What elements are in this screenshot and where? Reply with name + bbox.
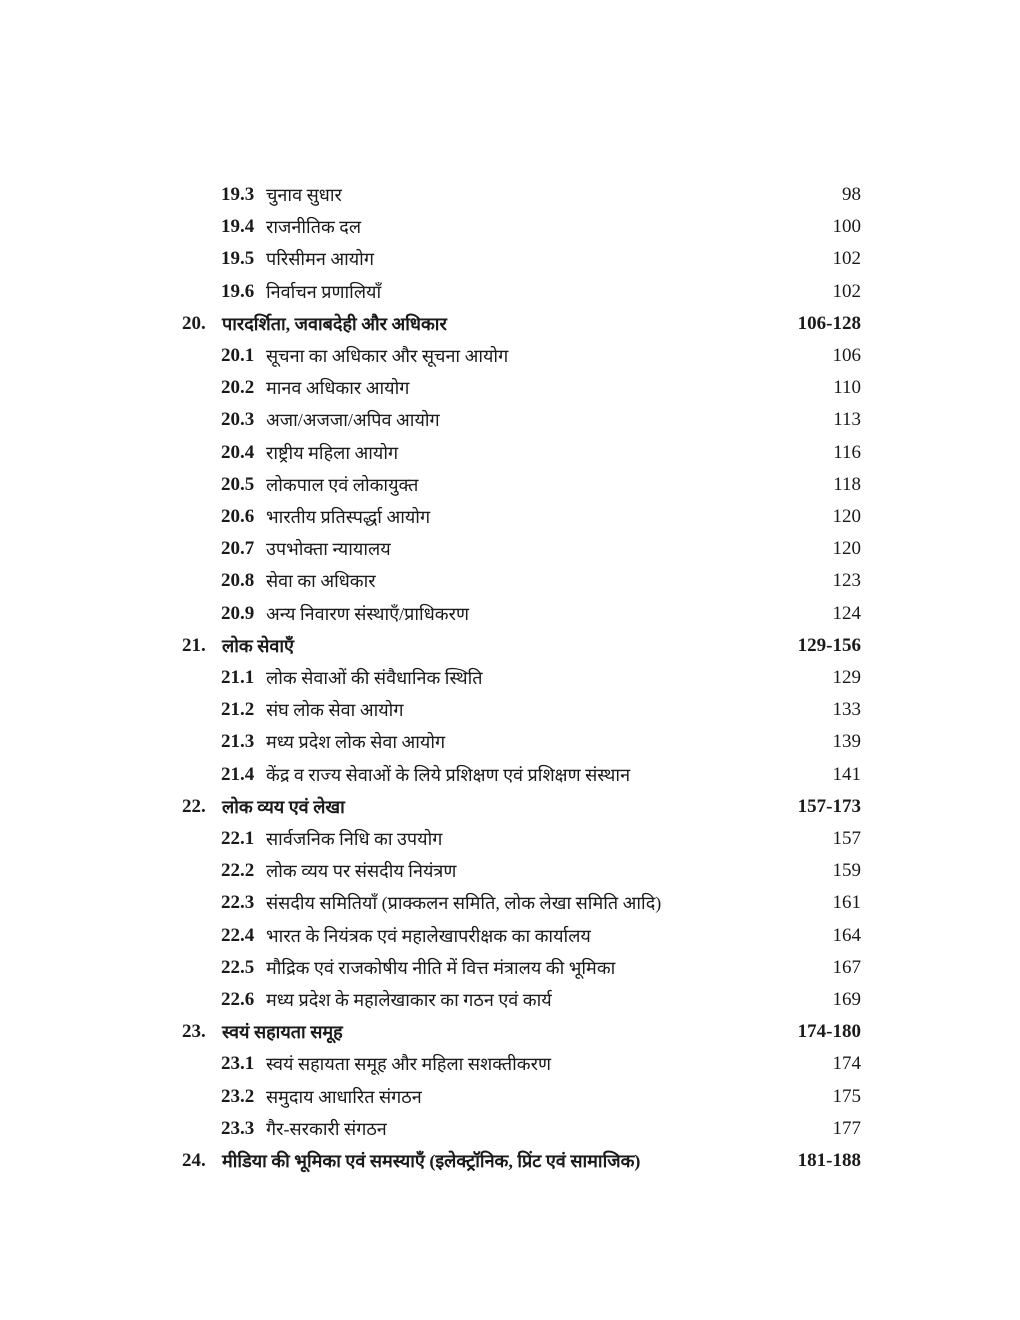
toc-title: संघ लोक सेवा आयोग <box>266 700 404 720</box>
toc-page: 141 <box>832 764 861 785</box>
toc-title: लोक व्यय पर संसदीय नियंत्रण <box>266 861 457 881</box>
toc-section-row <box>0 1049 1020 1079</box>
toc-num: 21.2 <box>221 699 255 720</box>
toc-num: 23. <box>182 1021 206 1042</box>
toc-title: अन्य निवारण संस्थाएँ/प्राधिकरण <box>266 604 469 624</box>
toc-num: 24. <box>182 1150 206 1171</box>
toc-num: 19.6 <box>221 281 255 302</box>
toc-page: 139 <box>832 731 861 752</box>
toc-page: 100 <box>832 216 861 237</box>
toc-title: लोक व्यय एवं लेखा <box>222 797 345 817</box>
toc-title: राष्ट्रीय महिला आयोग <box>266 443 399 463</box>
toc-num: 21. <box>182 635 206 656</box>
toc-section-row <box>0 244 1020 274</box>
toc-chapter-row <box>0 1146 1020 1176</box>
toc-title: मानव अधिकार आयोग <box>266 378 410 398</box>
toc-num: 20. <box>182 313 206 334</box>
toc-section-row <box>0 727 1020 757</box>
toc-title: लोक सेवाओं की संवैधानिक स्थिति <box>266 668 483 688</box>
toc-title: चुनाव सुधार <box>266 185 342 205</box>
toc-section-row <box>0 180 1020 210</box>
toc-num: 23.2 <box>221 1086 255 1107</box>
toc-num: 20.2 <box>221 377 255 398</box>
toc-page: 124 <box>832 603 861 624</box>
toc-num: 19.4 <box>221 216 255 237</box>
toc-num: 20.8 <box>221 570 255 591</box>
toc-page: 98 <box>842 184 861 205</box>
toc-section-row <box>0 502 1020 532</box>
toc-section-row <box>0 953 1020 983</box>
toc-num: 20.5 <box>221 474 255 495</box>
toc-num: 22.5 <box>221 957 255 978</box>
toc-section-row <box>0 566 1020 596</box>
toc-num: 21.4 <box>221 764 255 785</box>
toc-section-row <box>0 341 1020 371</box>
toc-chapter-row <box>0 631 1020 661</box>
toc-title: पारदर्शिता, जवाबदेही और अधिकार <box>222 314 447 334</box>
toc-num: 23.3 <box>221 1118 255 1139</box>
toc-title: सार्वजनिक निधि का उपयोग <box>266 829 443 849</box>
toc-page: 157-173 <box>797 796 861 817</box>
toc-page: 106-128 <box>797 313 861 334</box>
toc-title: लोकपाल एवं लोकायुक्त <box>266 475 419 495</box>
toc-section-row <box>0 1082 1020 1112</box>
toc-section-row <box>0 760 1020 790</box>
toc-page: 102 <box>832 281 861 302</box>
toc-section-row <box>0 695 1020 725</box>
toc-page: 174 <box>832 1053 861 1074</box>
toc-title: समुदाय आधारित संगठन <box>266 1087 422 1107</box>
toc-page: 116 <box>833 442 861 463</box>
toc-title: सेवा का अधिकार <box>266 571 376 591</box>
toc-page: 129 <box>832 667 861 688</box>
toc-section-row <box>0 534 1020 564</box>
toc-chapter-row <box>0 1017 1020 1047</box>
toc-page: 118 <box>833 474 861 495</box>
toc-title: स्वयं सहायता समूह <box>222 1022 343 1042</box>
toc-section-row <box>0 599 1020 629</box>
toc-num: 19.3 <box>221 184 255 205</box>
toc-title: मौद्रिक एवं राजकोषीय नीति में वित्त मंत्रालय की भूमिका <box>266 958 616 978</box>
toc-title: उपभोक्ता न्यायालय <box>266 539 391 559</box>
toc-num: 21.3 <box>221 731 255 752</box>
toc-num: 21.1 <box>221 667 255 688</box>
toc-title: भारतीय प्रतिस्पर्द्धा आयोग <box>266 507 431 527</box>
toc-page: 177 <box>832 1118 861 1139</box>
toc-num: 22.2 <box>221 860 255 881</box>
toc-num: 20.3 <box>221 409 255 430</box>
toc-page: 133 <box>832 699 861 720</box>
toc-section-row <box>0 921 1020 951</box>
toc-page: 120 <box>832 538 861 559</box>
toc-num: 22.1 <box>221 828 255 849</box>
toc-num: 19.5 <box>221 248 255 269</box>
toc-page: 106 <box>832 345 861 366</box>
toc-title: भारत के नियंत्रक एवं महालेखापरीक्षक का कार्यालय <box>266 926 591 946</box>
toc-page: 159 <box>832 860 861 881</box>
toc-title: मीडिया की भूमिका एवं समस्याएँ (इलेक्ट्रॉनिक, प्रिंट एवं सामाजिक) <box>222 1151 641 1171</box>
toc-section-row <box>0 470 1020 500</box>
toc-num: 22.6 <box>221 989 255 1010</box>
toc-page: 129-156 <box>797 635 861 656</box>
toc-section-row <box>0 663 1020 693</box>
toc-num: 20.6 <box>221 506 255 527</box>
toc-page: 167 <box>832 957 861 978</box>
toc-page: 113 <box>833 409 861 430</box>
toc-page: 120 <box>832 506 861 527</box>
toc-section-row <box>0 405 1020 435</box>
toc-section-row <box>0 1114 1020 1144</box>
toc-num: 20.7 <box>221 538 255 559</box>
toc-num: 22.4 <box>221 925 255 946</box>
toc-page: 169 <box>832 989 861 1010</box>
toc-title: गैर-सरकारी संगठन <box>266 1119 387 1139</box>
toc-section-row <box>0 856 1020 886</box>
toc-chapter-row <box>0 309 1020 339</box>
toc-title: मध्य प्रदेश के महालेखाकार का गठन एवं कार्य <box>266 990 552 1010</box>
toc-num: 20.4 <box>221 442 255 463</box>
toc-section-row <box>0 824 1020 854</box>
toc-num: 20.1 <box>221 345 255 366</box>
toc-section-row <box>0 438 1020 468</box>
toc-num: 20.9 <box>221 603 255 624</box>
toc-num: 22.3 <box>221 892 255 913</box>
toc-page: 157 <box>832 828 861 849</box>
toc-page: 181-188 <box>797 1150 861 1171</box>
toc-title: केंद्र व राज्य सेवाओं के लिये प्रशिक्षण एवं प्रशिक्षण संस्थान <box>266 765 631 785</box>
toc-title: संसदीय समितियाँ (प्राक्कलन समिति, लोक लेखा समिति आदि) <box>266 893 662 913</box>
toc-title: स्वयं सहायता समूह और महिला सशक्तीकरण <box>266 1054 551 1074</box>
toc-title: मध्य प्रदेश लोक सेवा आयोग <box>266 732 446 752</box>
toc-section-row <box>0 888 1020 918</box>
toc-section-row <box>0 985 1020 1015</box>
toc-section-row <box>0 277 1020 307</box>
toc-section-row <box>0 373 1020 403</box>
toc-title: निर्वाचन प्रणालियाँ <box>266 282 382 302</box>
toc-chapter-row <box>0 792 1020 822</box>
toc-page: 175 <box>832 1086 861 1107</box>
toc-num: 22. <box>182 796 206 817</box>
toc-title: राजनीतिक दल <box>266 217 362 237</box>
toc-page: 161 <box>832 892 861 913</box>
toc-page: 110 <box>833 377 861 398</box>
toc-page: 123 <box>832 570 861 591</box>
toc-title: अजा/अजजा/अपिव आयोग <box>266 410 440 430</box>
toc-title: लोक सेवाएँ <box>222 636 294 656</box>
toc-page: 174-180 <box>797 1021 861 1042</box>
toc-title: परिसीमन आयोग <box>266 249 374 269</box>
toc-num: 23.1 <box>221 1053 255 1074</box>
toc-page: 164 <box>832 925 861 946</box>
toc-title: सूचना का अधिकार और सूचना आयोग <box>266 346 509 366</box>
toc-section-row <box>0 212 1020 242</box>
toc-page: 102 <box>832 248 861 269</box>
